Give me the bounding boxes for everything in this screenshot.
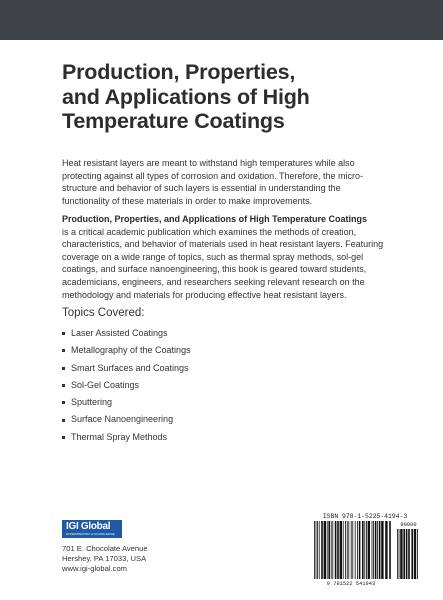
barcode-graphic — [309, 521, 421, 581]
topic-item — [62, 411, 191, 428]
description-line: is a critical academic publication which examines the methods of creation, — [62, 226, 357, 237]
barcode-bar — [385, 521, 387, 579]
address-line: Hershey, PA 17033, USA — [62, 554, 147, 564]
intro-line: functionality of these materials in order to make improvements. — [62, 195, 313, 206]
barcode-bar — [328, 521, 330, 579]
topics-list — [62, 325, 191, 446]
logo-name: IGI Global — [66, 521, 111, 532]
topic-label: Laser Assisted Coatings — [71, 328, 168, 338]
barcode-bar — [352, 521, 353, 579]
barcode-bar — [324, 521, 326, 579]
barcode-bar — [399, 529, 400, 579]
description-line: methodology and materials for producing effective heat resistant layers. — [62, 289, 347, 300]
title-line: Production, Properties, — [62, 60, 296, 84]
barcode-bar — [368, 521, 370, 579]
title-line: and Applications of High — [62, 84, 310, 109]
description-line: coatings, and surface nanoengineering, this book is geared toward students, — [62, 264, 367, 275]
barcode-bar — [355, 521, 356, 579]
barcode-bar — [335, 521, 337, 579]
intro-line: protecting against all types of corrosion and oxidation. Therefore, the micro- — [62, 170, 363, 181]
barcode-bar — [332, 521, 333, 579]
logo-tagline: DISSEMINATOR of KNOWLEDGE — [66, 532, 115, 536]
barcode-bar — [337, 521, 339, 579]
top-band — [0, 0, 443, 40]
bullet-icon — [62, 419, 65, 422]
address-website: www.igi-global.com — [62, 564, 127, 574]
topic-item — [62, 360, 191, 377]
barcode-bar — [340, 521, 342, 579]
bullet-icon — [62, 401, 65, 404]
topic-label: Sol-Gel Coatings — [71, 379, 140, 390]
topic-label: Sputtering — [71, 397, 113, 408]
barcode-bar — [373, 521, 374, 579]
barcode-bar — [406, 529, 408, 579]
bullet-icon — [62, 349, 65, 352]
barcode-bar — [366, 521, 367, 579]
barcode-bar — [316, 521, 317, 579]
description-line: coverage on a wide range of topics, such as thermal spray methods, sol-gel — [62, 251, 364, 262]
barcode-bar — [331, 521, 332, 579]
bullet-icon — [62, 384, 65, 387]
publisher-address — [62, 544, 148, 575]
barcode-bar — [351, 521, 352, 579]
intro-line: Heat resistant layers are meant to withstand high temperatures while also — [62, 158, 355, 168]
topic-item — [62, 325, 191, 342]
barcode-bar — [357, 521, 358, 579]
barcode-bar — [347, 521, 348, 579]
topic-item — [62, 342, 191, 359]
barcode-bar — [414, 529, 416, 579]
topic-item — [62, 429, 191, 446]
barcode-bar — [417, 529, 418, 579]
publisher-logo — [62, 520, 122, 538]
book-title — [62, 60, 402, 134]
barcode-bar — [364, 521, 365, 579]
barcode-bar — [379, 521, 381, 579]
intro-line: structure and behavior of such layers is essential in understanding the — [62, 183, 341, 194]
barcode-bar — [345, 521, 346, 579]
barcode-bar — [314, 521, 315, 579]
intro-paragraph — [62, 157, 388, 207]
description-line: academicians, engineers, and researchers seeking relevant research on the — [62, 276, 365, 287]
barcode-bar — [377, 521, 378, 579]
barcode-bar — [408, 529, 410, 579]
barcode-bar — [403, 529, 405, 579]
barcode-digits: 9 781522 541943 — [326, 581, 376, 587]
barcode-bar — [400, 529, 402, 579]
description-line: characteristics, and behavior of materials used in heat resistant layers. Featuring — [62, 239, 384, 250]
barcode-bar — [372, 521, 373, 579]
barcode-bar — [362, 521, 364, 579]
barcode-bar — [319, 521, 320, 579]
title-line: Temperature Coatings — [62, 109, 285, 133]
topic-label: Thermal Spray Methods — [71, 431, 168, 442]
topic-label: Smart Surfaces and Coatings — [71, 362, 189, 373]
topic-item — [62, 394, 191, 411]
barcode-bar — [397, 529, 398, 579]
barcode-bar — [321, 521, 323, 579]
description-lead: Production, Properties, and Applications of High Temperature Coatings — [62, 214, 368, 224]
barcode-bar — [327, 521, 328, 579]
isbn-label: ISBN 978-1-5225-4194-3 — [322, 513, 408, 520]
topic-label: Surface Nanoengineering — [71, 414, 174, 425]
bullet-icon — [62, 332, 65, 335]
address-line: 701 E. Chocolate Avenue — [62, 544, 148, 553]
barcode-bar — [381, 521, 383, 579]
barcode-bar — [348, 521, 349, 579]
topic-item — [62, 377, 191, 394]
price-addon: 90000 — [400, 522, 417, 528]
barcode-bar — [411, 529, 413, 579]
barcode-bar — [343, 521, 344, 579]
barcode-bar — [359, 521, 361, 579]
description-paragraph — [62, 213, 388, 301]
barcode-bar — [389, 521, 391, 579]
isbn-barcode — [309, 513, 421, 589]
bullet-icon — [62, 367, 65, 370]
topic-label: Metallography of the Coatings — [71, 345, 191, 356]
barcode-bar — [375, 521, 377, 579]
barcode-bar — [317, 521, 318, 579]
bullet-icon — [62, 436, 65, 439]
topics-heading: Topics Covered: — [62, 307, 145, 319]
